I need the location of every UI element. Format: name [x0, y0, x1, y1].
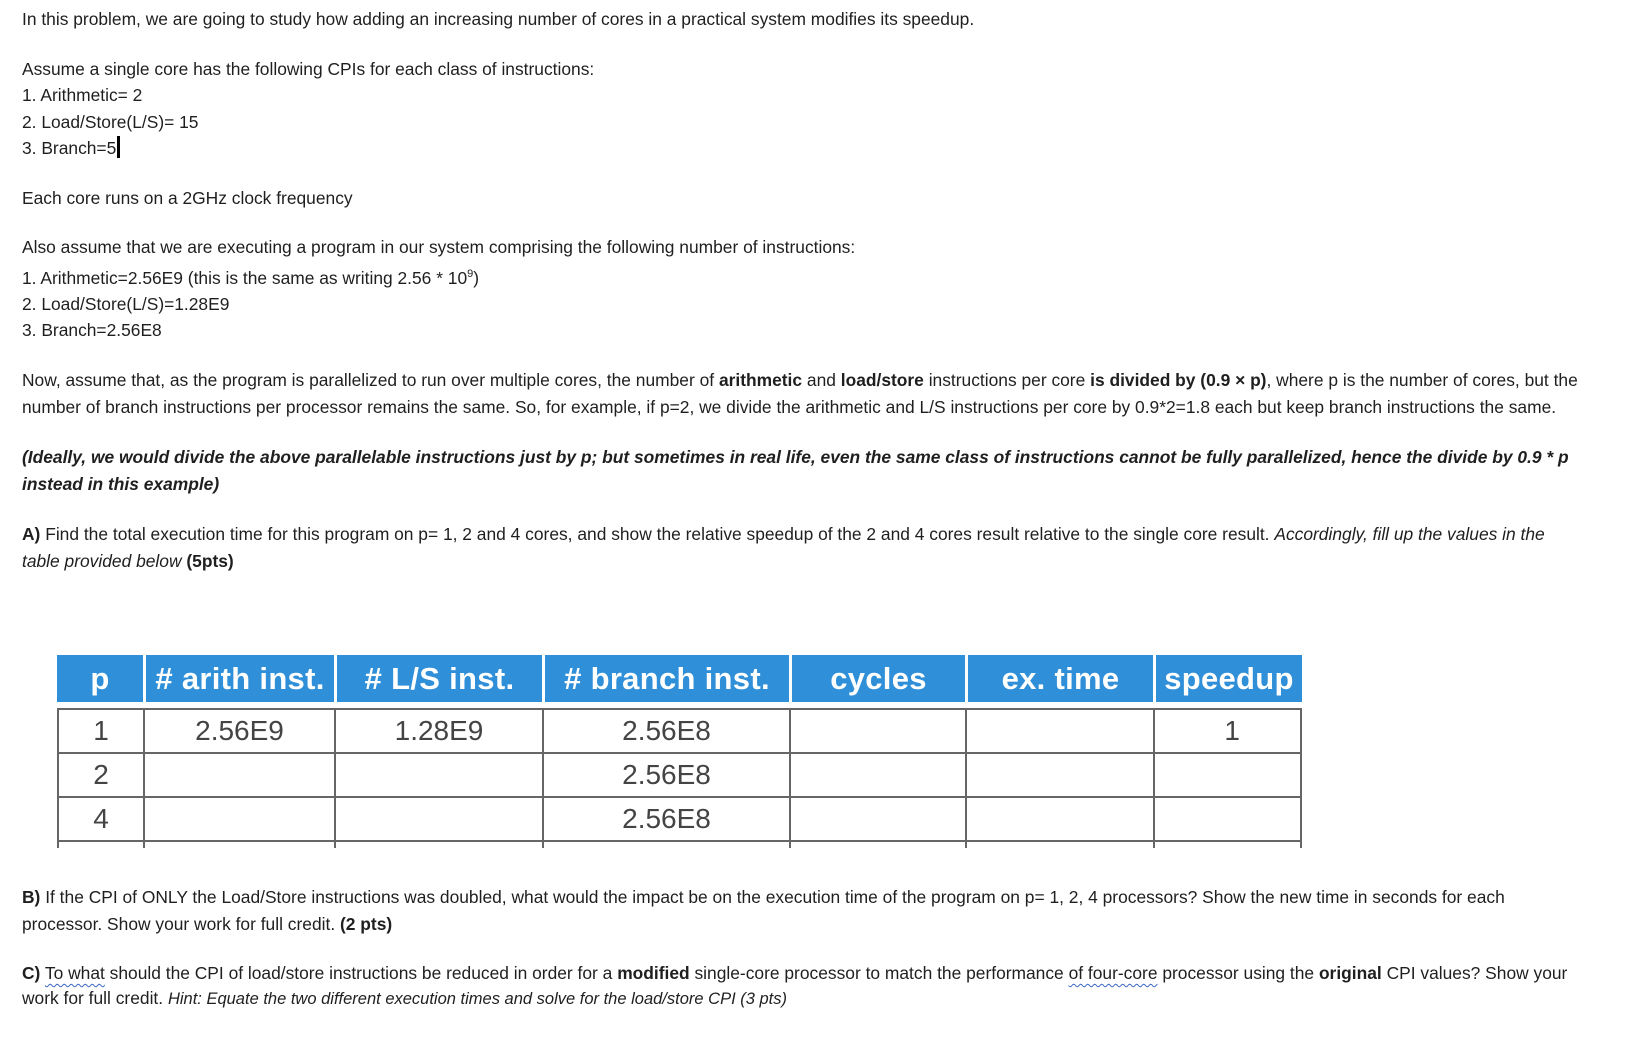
cell-ls[interactable] — [334, 754, 542, 798]
cpi-item-branch[interactable] — [22, 135, 1612, 162]
cell-branch[interactable]: 2.56E8 — [542, 798, 789, 842]
spellcheck-squiggle: of four-core — [1068, 963, 1158, 983]
hint-text: Hint: Equate the two different execution times and solve for the load/store CPI (3 pts) — [167, 990, 788, 1008]
cell-speedup[interactable] — [1153, 754, 1302, 798]
header-ls: # L/S inst. — [334, 655, 542, 702]
results-table-wrapper — [57, 655, 1302, 848]
cell-extime[interactable] — [965, 754, 1153, 798]
header-arith: # arith inst. — [143, 655, 334, 702]
cell-branch[interactable]: 2.56E8 — [542, 708, 789, 754]
table-row — [57, 798, 1302, 842]
header-extime: ex. time — [965, 655, 1153, 702]
cell-cycles[interactable] — [789, 798, 965, 842]
part-a: A) Find the total execution time for this program on p= 1, 2 and 4 cores, and show the relative speedup of the 2 and 4 cores result relative to the single core result. Accordingly, fill up the values in the table provided below (5pts) — [22, 523, 1545, 571]
cell-speedup[interactable] — [1153, 798, 1302, 842]
cell-speedup[interactable]: 1 — [1153, 708, 1302, 754]
cpi-heading: Assume a single core has the following CPIs for each class of instructions: — [22, 58, 595, 79]
instr-heading: Also assume that we are executing a program in our system comprising the following number of instructions: — [22, 237, 856, 257]
cell-branch[interactable]: 2.56E8 — [542, 754, 789, 798]
cell-arith[interactable] — [143, 798, 334, 842]
header-cycles: cycles — [789, 655, 965, 702]
header-branch: # branch inst. — [542, 655, 789, 702]
intro-text: In this problem, we are going to study how adding an increasing number of cores in a practical system modifies its speedup. — [22, 9, 975, 29]
table-header-row — [57, 655, 1302, 702]
exponent: 9 — [467, 267, 474, 280]
table-row — [57, 754, 1302, 798]
instr-item-branch: 3. Branch=2.56E8 — [22, 320, 162, 341]
document — [22, 6, 1612, 575]
results-table — [57, 655, 1302, 848]
ideal-note: (Ideally, we would divide the above parallelable instructions just by p; but sometimes in real life, even the same class of instructions cannot be fully parallelized, hence the divide by 0.9 * p instead in this example) — [22, 446, 1569, 494]
spellcheck-squiggle: To what — [44, 963, 105, 983]
cell-cycles[interactable] — [789, 708, 965, 754]
instr-item-arith: 1. Arithmetic=2.56E9 (this is the same as writing $2.56 * 10^9$) — [22, 267, 480, 288]
table-row — [57, 708, 1302, 754]
clock-text: Each core runs on a 2GHz clock frequency — [22, 187, 353, 208]
cell-cycles[interactable] — [789, 754, 965, 798]
parallel-paragraph: Now, assume that, as the program is parallelized to run over multiple cores, the number of arithmetic and load/store instructions per core is divided by (0.9 × p), where p is the number of cores, but the number of branch instructions per processor remains the same. So, for example, if p=2, we divide the arithmetic and L/S instructions per core by 0.9*2=1.8 each but keep branch instructions the same. — [22, 369, 1578, 417]
instr-item-ls: 2. Load/Store(L/S)=1.28E9 — [22, 293, 230, 314]
cell-extime[interactable] — [965, 798, 1153, 842]
cell-ls[interactable] — [334, 798, 542, 842]
part-c: C) To what should the CPI of load/store instructions be reduced in order for a modified single-core processor to match the performance of four-core processor using the original CPI values? Show your work for full credit. Hint: Equate the two different execution times and solve for the load/store CPI (3 pts) — [22, 963, 1568, 1008]
cpi-item: 2. Load/Store(L/S)= 15 — [22, 111, 199, 132]
cell-p[interactable]: 1 — [57, 708, 143, 754]
cell-p[interactable]: 2 — [57, 754, 143, 798]
cell-arith[interactable]: 2.56E9 — [143, 708, 334, 754]
cpi-item: 3. Branch=5 — [22, 138, 117, 158]
text-cursor — [117, 136, 120, 158]
table-stub-row — [57, 842, 1302, 848]
document-lower — [22, 884, 1612, 1012]
cpi-item: 1. Arithmetic= 2 — [22, 85, 143, 105]
cell-extime[interactable] — [965, 708, 1153, 754]
cell-p[interactable]: 4 — [57, 798, 143, 842]
cell-arith[interactable] — [143, 754, 334, 798]
header-speedup: speedup — [1153, 655, 1302, 702]
cell-ls[interactable]: 1.28E9 — [334, 708, 542, 754]
part-b: B) If the CPI of ONLY the Load/Store instructions was doubled, what would the impact be on the execution time of the program on p= 1, 2, 4 processors? Show the new time in seconds for each processor. Show your work for full credit. (2 pts) — [22, 887, 1505, 934]
header-p: p — [57, 655, 143, 702]
